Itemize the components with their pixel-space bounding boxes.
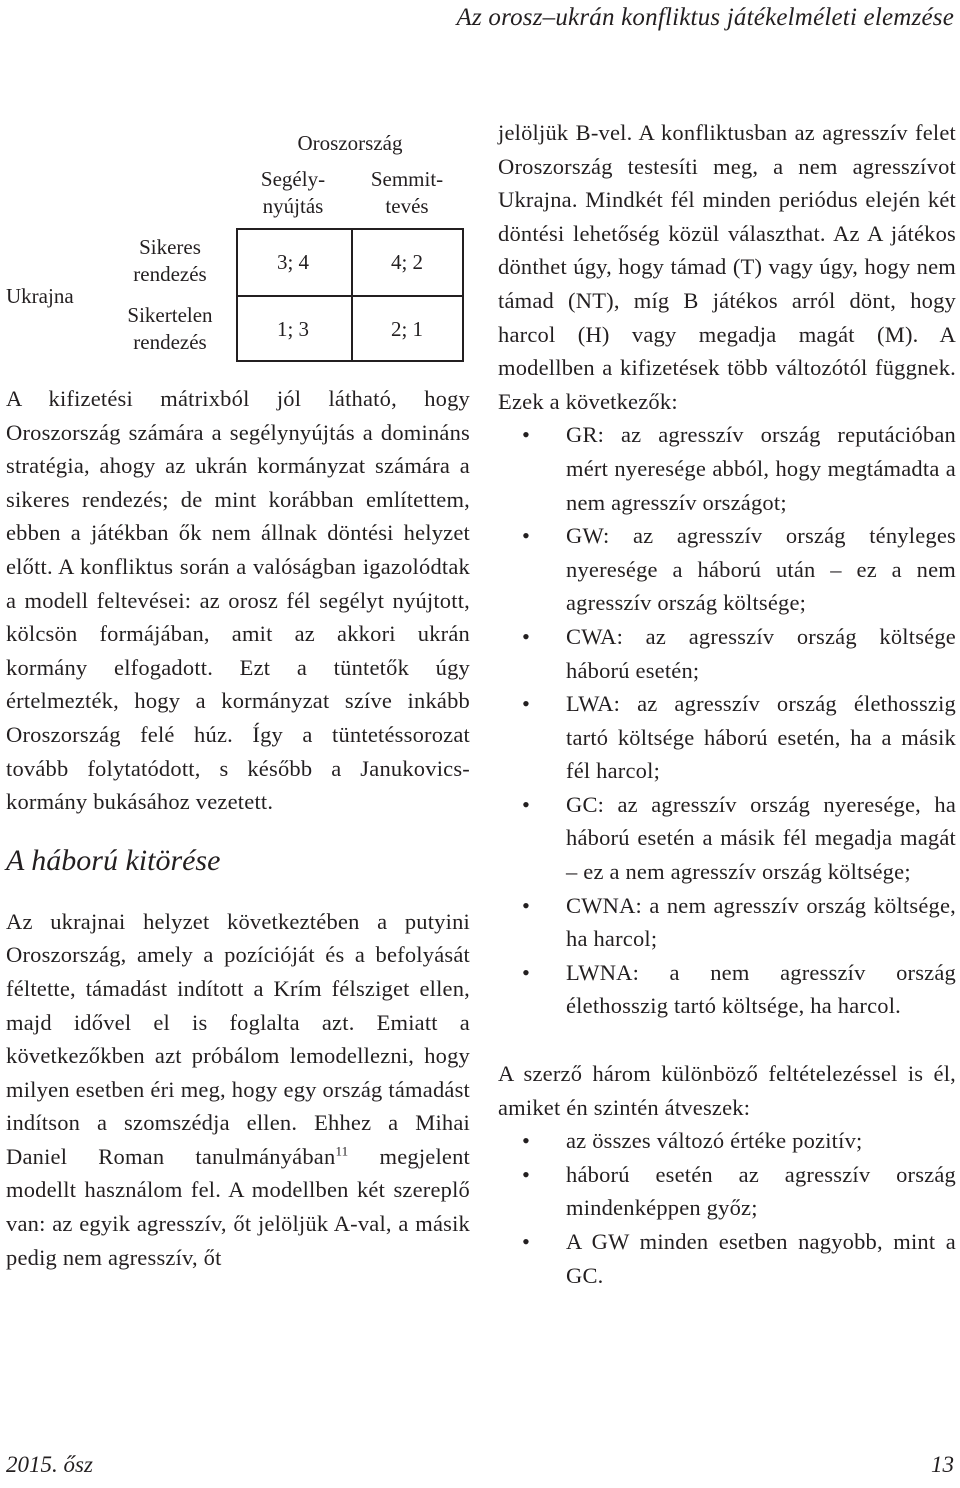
page-number: 13	[931, 1452, 954, 1477]
row-option-success: Sikeres rendezés	[133, 235, 207, 286]
payoff-cell: 3; 4	[276, 250, 310, 274]
list-item: • GC: az agresszív ország nyeresége, ha háború esetén a másik fél megadja magát – ez a nem agresszív ország költsége;	[521, 791, 956, 885]
assumption-list	[498, 1124, 956, 1292]
body-paragraph: Az ukrajnai helyzet következtében a putyini Oroszország, amely a pozícióját és a befolyását féltette, támadást indított a Krím félsziget ellen, majd idővel el is foglalta azt. Emiatt a következőkben azt próbálom lemodellezni, hogy milyen esetben éri meg, hogy egy ország támadást indítson a szomszédja ellen. Ehhez a Mihai Daniel Roman tanulmányában$^{11}$ megjelent modellt használom fel. A modellben két szereplő van: az egyik agresszív, őt jelöljük A-val, a másik pedig nem agresszív, őt	[6, 908, 471, 1270]
footnote-reference: 11	[335, 1143, 349, 1159]
payoff-cell: 2; 1	[390, 317, 424, 341]
variable-list	[498, 418, 956, 1023]
list-item: • A GW minden esetben nagyobb, mint a GC.	[521, 1229, 956, 1288]
running-head-title: Az orosz–ukrán konfliktus játékelméleti elemzése	[456, 4, 954, 31]
body-paragraph: jelöljük B-vel. A konfliktusban az agresszív felet Oroszország testesíti meg, a nem agresszívot Ukrajna. Mindkét fél minden periódus elején két döntési lehetőség közül választhat. Az A játékos dönthet úgy, hogy támad (T) vagy úgy, hogy nem támad (NT), míg B játékos arról dönt, hogy harcol (H) vagy megadja magát (M). A modellben a kifizetések több változótól függnek. Ezek a következők:	[498, 120, 956, 414]
right-column	[498, 116, 956, 1292]
column-player-label: Oroszország	[297, 131, 403, 155]
body-paragraph: A kifizetési mátrixból jól látható, hogy Oroszország számára a segélynyújtás a domináns stratégia, ahogy az ukrán kormányzat számára a sikeres rendezés; de mint korábban említettem, ebben a játékban ők nem állnak döntési helyzet előtt. A konfliktus során a valóságban igazolódtak a modell feltevései: az orosz fél segélyt nyújtott, kölcsön formájában, amit az akkori ukrán kormány elfogadott. Ezt a tüntetők úgy értelmezték, hogy a kormányzat szíve inkább Oroszország felé húz. Így a tüntetéssorozat tovább folytatódott, s később a Janukovics-kormány bukásához vezetett.	[6, 386, 470, 815]
list-item: • háború esetén az agresszív ország mindenképpen győz;	[521, 1161, 956, 1221]
list-item: • az összes változó értéke pozitív;	[521, 1128, 863, 1154]
list-item: • GR: az agresszív ország reputációban mért nyeresége abból, hogy megtámadta a nem agresszív országot;	[521, 422, 956, 515]
issue-label: 2015. ősz	[6, 1452, 93, 1477]
row-player-label: Ukrajna	[6, 284, 74, 308]
list-item: • CWNA: a nem agresszív ország költsége, ha harcol;	[521, 892, 956, 952]
list-item: • GW: az agresszív ország tényleges nyeresége a háború után – ez a nem agresszív ország költsége;	[521, 523, 956, 616]
payoff-cell: 1; 3	[276, 317, 310, 341]
column-option-aid: Segély- nyújtás	[260, 167, 326, 218]
list-item: • LWA: az agresszív ország élethosszig tartó költsége háború esetén, ha a másik fél harcol;	[521, 691, 956, 784]
row-option-failure: Sikertelen rendezés	[127, 303, 213, 354]
body-paragraph: A szerző három különböző feltételezéssel is él, amiket én szintén átveszek:	[498, 1061, 956, 1120]
left-column	[6, 382, 470, 1274]
payoff-cell: 4; 2	[390, 250, 424, 274]
column-option-nothing: Semmit- tevés	[370, 167, 444, 218]
section-heading: A háború kitörése	[6, 843, 221, 877]
list-item: • LWNA: a nem agresszív ország élethosszig tartó költsége, ha harcol.	[521, 959, 956, 1019]
list-item: • CWA: az agresszív ország költsége háború esetén;	[521, 623, 956, 683]
